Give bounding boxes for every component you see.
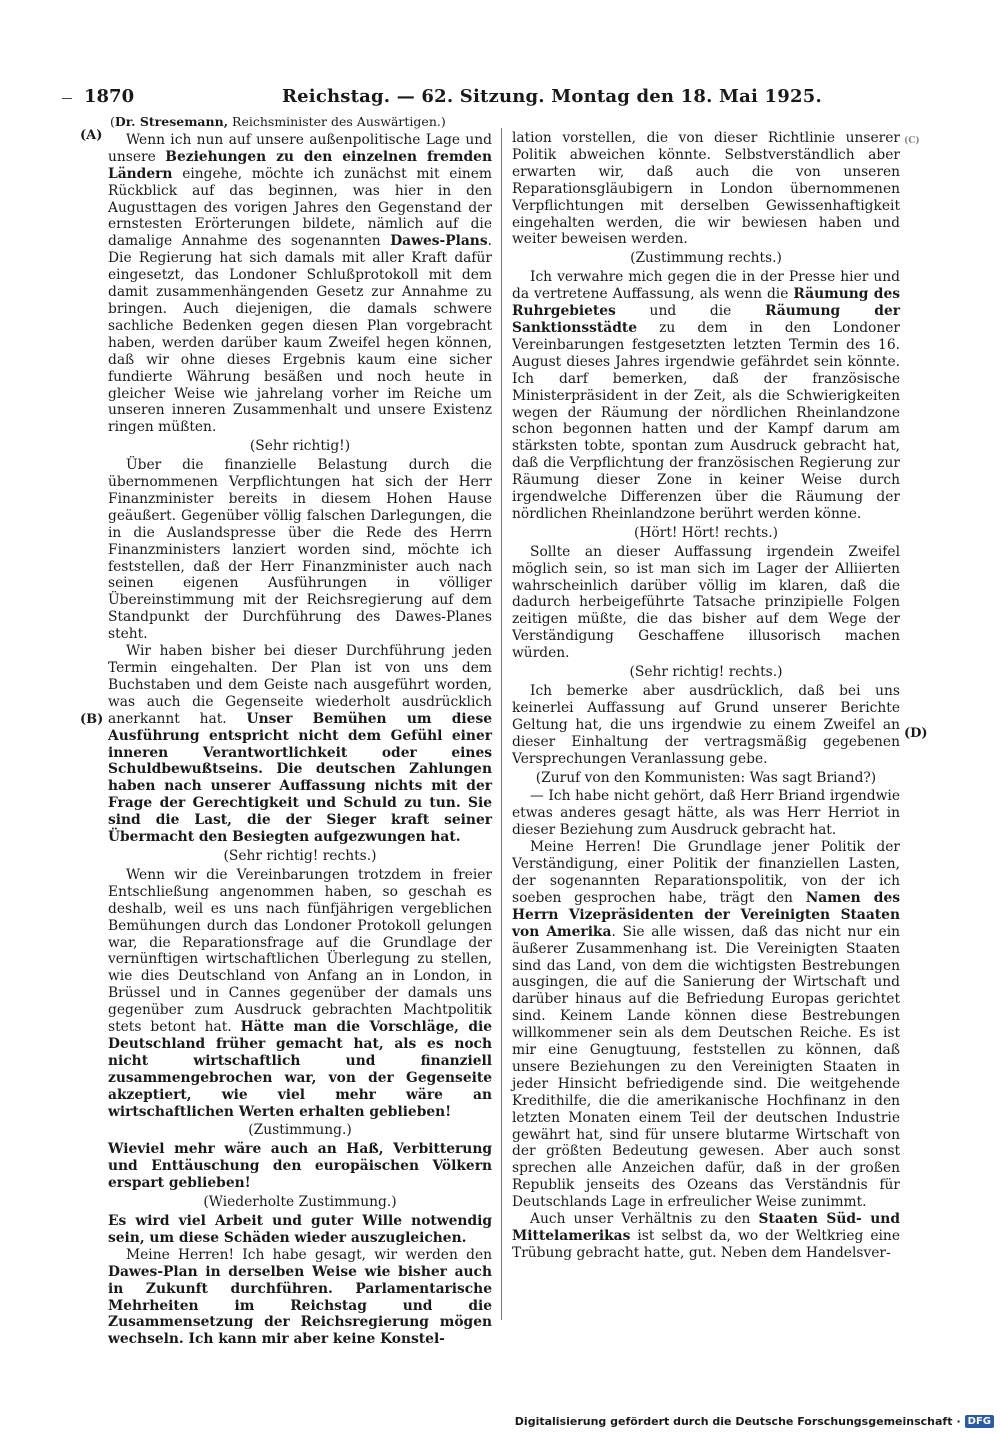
emphasis: Wieviel mehr wäre auch an Haß, Verbitterung und Enttäuschung den europäischen Völkern erspart geblieben! — [108, 1141, 492, 1192]
margin-mark-d: (D) — [904, 726, 928, 741]
interjection: (Sehr richtig!) — [249, 438, 351, 455]
interjection: (Wiederholte Zustimmung.) — [203, 1194, 397, 1211]
paragraph: Auch unser Verhältnis zu den Staaten Süd- und Mittelamerikas ist selbst da, wo der Weltkrieg eine Trübung gebracht hatte, gut. Neben dem Handelsver- — [512, 1211, 900, 1261]
emphasis: Staaten Süd- und Mittelamerikas — [512, 1211, 900, 1244]
paragraph: Meine Herren! Die Grundlage jener Politik der Verständigung, einer Politik der finanziellen Lasten, der sogenannten Reparationspolitik, von der ich soeben gesprochen habe, trägt den Namen des Herrn Vizepräsidenten der Vereinigten Staaten von Amerika. Sie alle wissen, daß das nicht nur ein äußerer Zusammenhang ist. Die Vereinigten Staaten sind das Land, von dem die wichtigsten Bestrebungen ausgingen, die auf die Sanierung der Wirtschaft und darüber hinaus auf die Befriedung Europas gerichtet sind. Keinem Lande können diese Bestrebungen willkommener sein als dem Deutschen Reiche. Es ist mir eine Genugtuung, feststellen zu können, daß unsere Beziehungen zu den Vereinigten Staaten in jeder Hinsicht befriedigende sind. Die weitgehende Kredithilfe, die die amerikanische Hochfinanz in den letzten Monaten einem Teil der deutschen Industrie gewährt hat, sind für unsere blutarme Wirtschaft von der größten Bedeutung gewesen. Aber auch sonst sprechen alle Anzeichen dafür, daß in der großen Republik jenseits des Ozeans das Verständnis für Deutschlands Lage in erfreulicher Weise zunimmt. — [512, 839, 900, 1211]
paragraph: Wenn ich nun auf unsere außenpolitische Lage und unsere Beziehungen zu den einzelnen fremden Ländern eingehe, möchte ich zunächst mit einem Rückblick auf das beginnen, was hier in den Augusttagen des vorigen Jahres den Gegenstand der ernstesten Erörterungen bildete, nämlich auf die damalige Annahme des sogenannten Dawes-Plans. Die Regierung hat sich damals mit aller Kraft dafür eingesetzt, das Londoner Schlußprotokoll mit dem damit zusammenhängenden Gesetz zur Annahme zu bringen. Auch diejenigen, die damals schwere sachliche Bedenken gegen diesen Plan vorgebracht haben, werden darüber kaum Zweifel hegen können, daß wir ohne dieses Ergebnis kaum eine sicher fundierte Währung besäßen und noch heute in gleicher Weise wie jahrelang vorher im Reiche um unseren inneren Zusammenhalt und unsere Existenz ringen müßten. — [108, 131, 492, 436]
speaker-role: Reichsminister des Auswärtigen. — [232, 114, 441, 129]
emphasis: Namen des Herrn Vizepräsidenten der Vereinigten Staaten von Amerika — [512, 889, 900, 940]
page-header — [62, 86, 922, 112]
emphasis: Es wird viel Arbeit und guter Wille notwendig sein, um diese Schäden wieder auszugleichen. — [108, 1213, 492, 1246]
margin-mark-a: (A) — [80, 128, 103, 143]
speaker-name: Dr. Stresemann, — [114, 114, 229, 129]
emphasis: Hätte man die Vorschläge, die Deutschland früher gemacht hat, als es noch nicht wirtschaftlich und finanziell zusammengebrochen war, von der Gegenseite akzeptiert, wie viel mehr wäre an wirtschaftlichen Werten erhalten geblieben! — [108, 1019, 492, 1120]
margin-mark-c: (C) — [904, 136, 920, 146]
paragraph: — Ich habe nicht gehört, daß Herr Briand irgendwie etwas anderes gesagt hätte, als was Herr Herriot in dieser Beziehung zum Ausdruck gebracht hat. — [512, 788, 900, 839]
speaker-line: (Dr. Stresemann, Reichsminister des Auswärtigen.) — [110, 114, 446, 129]
margin-mark-b: (B) — [80, 712, 104, 727]
right-column — [512, 130, 900, 1262]
interjection: (Zustimmung.) — [248, 1122, 352, 1139]
left-column — [108, 114, 492, 1348]
dfg-logo: DFG — [965, 1415, 994, 1428]
interjection: (Hört! Hört! rechts.) — [634, 524, 778, 541]
emphasis: Räumung des Ruhrgebietes — [512, 286, 900, 320]
paragraph: Ich verwahre mich gegen die in der Presse hier und da vertretene Auffassung, als wenn die Räumung des Ruhrgebietes und die Räumung der Sanktionsstädte zu dem in den Londoner Vereinbarungen festgesetzten letzten Termin des 16. August dieses Jahres irgendwie gefährdet sein könnte. Ich darf bemerken, daß der französische Ministerpräsident in der Zeit, als die Schwierigkeiten wegen der Räumung der nördlichen Rheinlandzone schon begonnen hatten und der Kampf darum am stärksten tobte, spontan zum Ausdruck gebracht hat, daß die Verpflichtung der französischen Regierung zur Räumung dieser Zone in keiner Weise durch irgendwelche Differenzen über die Räumung der nördlichen Rheinlandzone berührt werden könne. — [512, 269, 900, 522]
emphasis: Unser Bemühen um diese Ausführung entspricht nicht dem Gefühl einer inneren Verantwortlichkeit oder eines Schuldbewußtseins. Die deutschen Zahlungen haben nach unserer Auffassung nichts mit der Frage der Gerechtigkeit und Schuld zu tun. Sie sind die Last, die der Sieger kraft seiner Übermacht den Besiegten aufgezwungen hat. — [108, 710, 492, 846]
column-divider — [501, 128, 502, 1320]
emphasis: Dawes-Plans — [390, 233, 488, 250]
emphasis: Räumung der Sanktionsstädte — [512, 303, 900, 336]
paragraph: Meine Herren! Ich habe gesagt, wir werden den Dawes-Plan in derselben Weise wie bisher auch in Zukunft durchführen. Parlamentarische Mehrheiten im Reichstag und die Zusammensetzung der Reichsregierung mögen wechseln. Ich kann mir aber keine Konstel- — [108, 1246, 492, 1348]
interjection: (Sehr richtig! rechts.) — [629, 664, 783, 681]
running-head: Reichstag. — 62. Sitzung. Montag den 18. Mai 1925. — [282, 86, 822, 107]
interjection: (Sehr richtig! rechts.) — [223, 847, 377, 864]
paragraph: Über die finanzielle Belastung durch die übernommenen Verpflichtungen hat sich der Herr Finanzminister bereits in diesem Hohen Hause geäußert. Gegenüber völlig falschen Darlegungen, die in die Auslandspresse über die Rede des Herrn Finanzministers lanziert worden sind, möchte ich feststellen, daß der Herr Finanzminister auch nach seinen eigenen Ausführungen in völliger Übereinstimmung mit der Reichsregierung auf dem Standpunkt der Durchführung des Dawes-Planes steht. — [108, 457, 492, 643]
paragraph: Wenn wir die Vereinbarungen trotzdem in freier Entschließung angenommen haben, so geschah es deshalb, weil es uns nach fünfjährigen vergeblichen Bemühungen durch das Londoner Protokoll gelungen war, die Reparationsfrage auf die Grundlage der vernünftigen wirtschaftlichen Überlegung zu stellen, wie dies Deutschland von Anfang an in London, in Brüssel und in Cannes gegenüber der damals uns gegenüber zum Ausdruck gebrachten Machtpolitik stets betont hat. Hätte man die Vorschläge, die Deutschland früher gemacht hat, als es noch nicht wirtschaftlich und finanziell zusammengebrochen war, von der Gegenseite akzeptiert, wie viel mehr wäre an wirtschaftlichen Werten erhalten geblieben! — [108, 866, 492, 1120]
paragraph — [108, 1141, 492, 1192]
paragraph: Ich bemerke aber ausdrücklich, daß bei uns keinerlei Auffassung auf Grund unserer Berichte Geltung hat, die uns irgendwie zu einem Zweifel an dieser Einhaltung der vertragsmäßig gegebenen Versprechungen Veranlassung gebe. — [512, 683, 900, 767]
footer-separator: · — [956, 1415, 961, 1428]
footer-credit: Digitalisierung gefördert durch die Deutsche Forschungsgemeinschaft — [514, 1415, 953, 1428]
paragraph: Wir haben bisher bei dieser Durchführung jeden Termin eingehalten. Der Plan ist von uns dem Buchstaben und dem Geiste nach ausgeführt worden, was auch die Gegenseite wiederholt ausdrücklich anerkannt hat. Unser Bemühen um diese Ausführung entspricht nicht dem Gefühl einer inneren Verantwortlichkeit oder eines Schuldbewußtseins. Die deutschen Zahlungen haben nach unserer Auffassung nichts mit der Frage der Gerechtigkeit und Schuld zu tun. Sie sind die Last, die der Sieger kraft seiner Übermacht den Besiegten aufgezwungen hat. — [108, 643, 492, 846]
interjection: (Zustimmung rechts.) — [630, 250, 782, 267]
page-number: 1870 — [84, 86, 135, 107]
interjection: (Zuruf von den Kommunisten: Was sagt Briand?) — [535, 769, 877, 786]
emphasis: Beziehungen zu den einzelnen fremden Ländern — [108, 148, 492, 182]
footer — [515, 1415, 994, 1428]
emphasis: Dawes-Plan in derselben Weise wie bisher auch in Zukunft durchführen. Parlamentarische Mehrheiten im Reichstag und die Zusammensetzung der Reichsregierung mögen wechseln. Ich kann mir aber keine Konstel- — [108, 1263, 492, 1348]
paragraph: Sollte an dieser Auffassung irgendein Zweifel möglich sein, so ist man sich im Lager der Alliierten wahrscheinlich darüber völlig im klaren, daß die dadurch herbeigeführte Tatsache prinzipielle Folgen zeitigen müßte, die das bisher auf dem Wege der Verständigung Geschaffene illusorisch machen würden. — [512, 543, 900, 662]
paragraph — [108, 1213, 492, 1247]
paragraph: lation vorstellen, die von dieser Richtlinie unserer Politik abweichen könnte. Selbstverständlich aber erwarten wir, daß auch die von unseren Reparationsgläubigern in London übernommenen Verpflichtungen mit derselben Gewissenhaftigkeit eingehalten werden, die wir bewiesen haben und weiter beweisen werden. — [512, 130, 900, 248]
